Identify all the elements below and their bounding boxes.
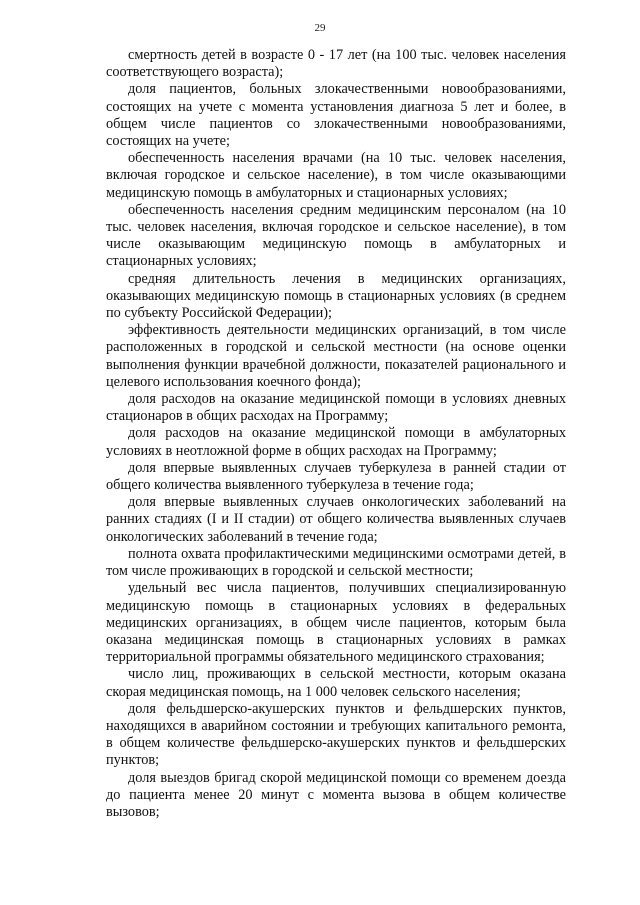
paragraph: средняя длительность лечения в медицинских организациях, оказывающих медицинскую помощь в стационарных условиях (в среднем по субъекту Российской Федерации);: [106, 270, 566, 322]
paragraph: доля расходов на оказание медицинской помощи в амбулаторных условиях в неотложной форме в общих расходах на Программу;: [106, 425, 566, 459]
paragraph: доля пациентов, больных злокачественными новообразованиями, состоящих на учете с момента установления диагноза 5 лет и более, в общем числе пациентов со злокачественными новообразованиями, состоящих на учете;: [106, 81, 566, 150]
paragraph: доля впервые выявленных случаев онкологических заболеваний на ранних стадиях (I и II стадии) от общего количества выявленных случаев онкологических заболеваний в течение года;: [106, 494, 566, 545]
page-number: 29: [314, 22, 326, 34]
paragraph: полнота охвата профилактическими медицинскими осмотрами детей, в том числе проживающих в городской и сельской местности;: [106, 545, 566, 580]
paragraph: доля впервые выявленных случаев туберкулеза в ранней стадии от общего количества выявленного туберкулеза в течение года;: [106, 459, 566, 494]
paragraph: число лиц, проживающих в сельской местности, которым оказана скорая медицинская помощь, на 1 000 человек сельского населения;: [106, 666, 566, 700]
paragraph: доля расходов на оказание медицинской помощи в условиях дневных стационаров в общих расходах на Программу;: [106, 391, 566, 425]
paragraph: эффективность деятельности медицинских организаций, в том числе расположенных в городской и сельской местности (на основе оценки выполнения функции врачебной должности, показателей рационального и целевого использования коечного фонда);: [106, 322, 566, 390]
paragraph: доля фельдшерско-акушерских пунктов и фельдшерских пунктов, находящихся в аварийном состоянии и требующих капитального ремонта, в общем количестве фельдшерско-акушерских пунктов и фельдшерских пунктов;: [106, 700, 566, 769]
paragraph: смертность детей в возрасте 0 - 17 лет (на 100 тыс. человек населения соответствующего возраста);: [106, 47, 566, 81]
paragraph: удельный вес числа пациентов, получивших специализированную медицинскую помощь в стационарных условиях в федеральных медицинских организациях, в общем числе пациентов, которым была оказана медицинская помощь в стационарных условиях в рамках территориальной программы обязательного медицинского страхования;: [106, 580, 566, 666]
paragraph: доля выездов бригад скорой медицинской помощи со временем доезда до пациента менее 20 минут с момента вызова в общем количестве вызовов;: [106, 769, 566, 820]
paragraph: обеспеченность населения средним медицинским персоналом (на 10 тыс. человек населения, включая городское и сельское население), в том числе оказывающим медицинскую помощь в амбулаторных и стационарных условиях;: [106, 201, 566, 270]
paragraph: обеспеченность населения врачами (на 10 тыс. человек населения, включая городское и сельское население), в том числе оказывающими медицинскую помощь в амбулаторных и стационарных условиях;: [106, 150, 566, 201]
body-text: [106, 47, 566, 821]
